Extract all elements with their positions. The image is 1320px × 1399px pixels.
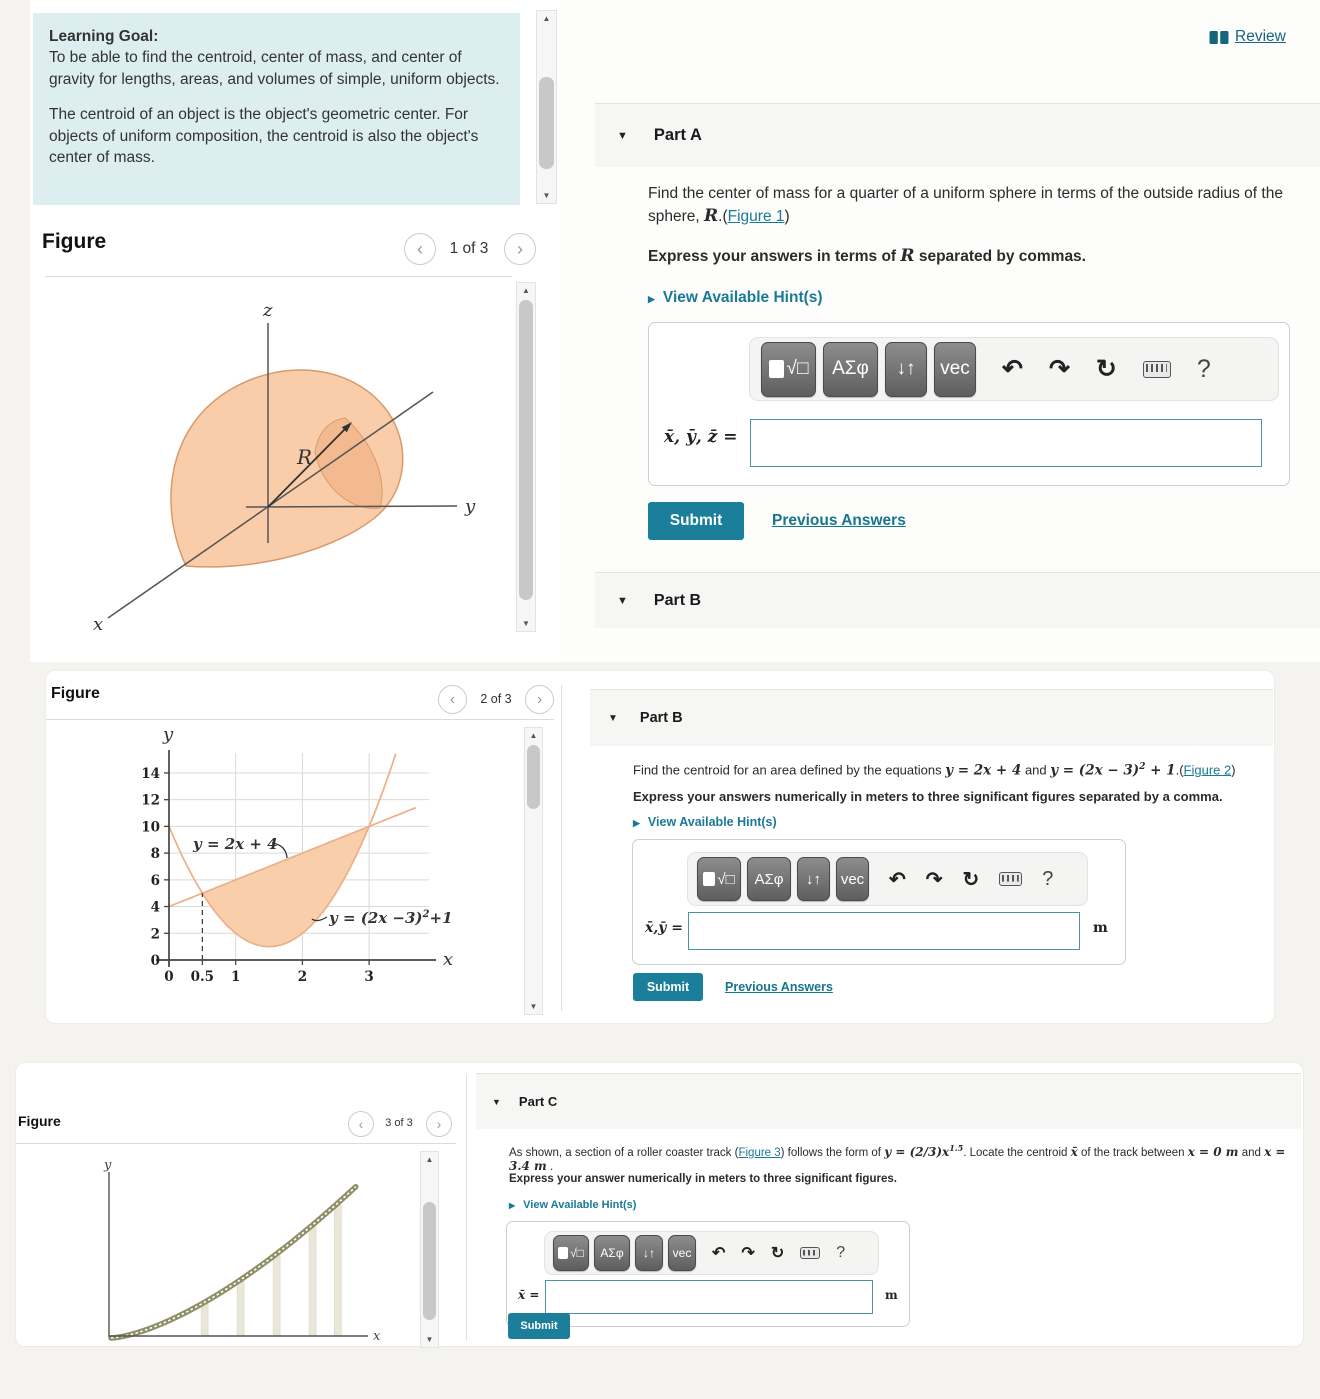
figure3-nav-count: 3 of 3 [385, 1117, 413, 1129]
learning-goal-p2: The centroid of an object is the object's geometric center. For objects of uniform composition, the centroid is also the object's center of mass. [49, 106, 479, 166]
hint-arrow-icon: ▶ [648, 294, 655, 304]
figure2-nav-count: 2 of 3 [480, 692, 512, 706]
scrollbar-thumb[interactable] [423, 1202, 436, 1320]
updown-button[interactable]: ↓↑ [797, 857, 830, 901]
partA-question-text: Find the center of mass for a quarter of a uniform sphere in terms of the outside radius of the sphere, [648, 185, 1283, 225]
partC-section [15, 1062, 1304, 1347]
template-square-icon [703, 872, 715, 886]
learning-goal-p1: To be able to find the centroid, center of mass, and center of gravity for lengths, areas, and volumes of simple, uniform objects. [49, 49, 500, 88]
book-icon [1209, 30, 1229, 45]
svg-text:y: y [104, 1158, 112, 1173]
scrollbar-thumb[interactable] [519, 300, 533, 600]
figure3-next-button[interactable]: › [426, 1111, 452, 1137]
partC-q4: of the track between [1077, 1146, 1188, 1159]
partB-eq2-tail: + 1 [1145, 762, 1176, 779]
learning-goal-box [33, 13, 520, 205]
partB-hints-label[interactable]: View Available Hint(s) [647, 815, 777, 829]
redo-icon[interactable]: ↷ [1048, 355, 1070, 383]
partC-instruction: Express your answer numerically in meters to three significant figures. [509, 1173, 897, 1185]
left-panel-scrollbar[interactable] [536, 10, 557, 204]
partB-eq1: y = 2x + 4 [945, 762, 1022, 779]
scroll-down-icon[interactable]: ▼ [425, 1335, 434, 1344]
top-section [30, 0, 1320, 662]
svg-text:6: 6 [150, 872, 160, 889]
partB-previous-answers-link[interactable]: Previous Answers [725, 980, 833, 994]
scrollbar-thumb[interactable] [527, 745, 540, 809]
svg-text:10: 10 [141, 819, 160, 836]
math-toolbar [544, 1231, 879, 1275]
partC-unit-label: m [885, 1288, 898, 1302]
scrollbar-thumb[interactable] [539, 77, 554, 169]
partC-eq3: x = 3.4 m [509, 1144, 1286, 1173]
y-axis [246, 506, 457, 507]
template-square-icon [558, 1247, 568, 1259]
svg-text:0: 0 [164, 969, 174, 985]
figure1-link[interactable]: Figure 1 [727, 207, 785, 225]
partC-header[interactable] [476, 1073, 1301, 1129]
figure2-heading: Figure [51, 685, 100, 702]
x-axis-label: x [93, 614, 104, 632]
svg-text:y = 2x + 4: y = 2x + 4 [193, 835, 278, 853]
partC-header-label: Part C [518, 1094, 558, 1109]
figure3-link[interactable]: Figure 3 [738, 1146, 781, 1159]
partB-answer-input[interactable] [688, 912, 1080, 950]
svg-text:0.5: 0.5 [190, 969, 215, 985]
partB-hints-link[interactable] [633, 815, 777, 829]
keyboard-icon[interactable] [999, 872, 1022, 886]
figure3-scrollbar[interactable] [420, 1151, 439, 1348]
svg-text:x: x [443, 949, 454, 970]
partA-answer-box [648, 322, 1290, 486]
keyboard-icon[interactable] [1143, 361, 1171, 378]
svg-text:y = (2x −3)2+1: $y = (2x -3)^2+1$ [329, 909, 453, 927]
greek-symbols-button[interactable]: ΑΣφ [823, 342, 878, 397]
partC-q6: . [546, 1160, 554, 1173]
partA-answer-input[interactable] [750, 419, 1262, 467]
svg-text:y: y [163, 724, 174, 745]
partA-var-R: R [704, 205, 719, 226]
vector-button[interactable]: vec [934, 342, 976, 397]
partC-answer-label: x̄ = [518, 1288, 540, 1302]
partA-submit-button[interactable]: Submit [648, 502, 744, 540]
scroll-down-icon[interactable]: ▼ [522, 619, 530, 628]
collapse-icon[interactable]: ▼ [617, 594, 628, 607]
undo-icon[interactable]: ↶ [889, 868, 906, 891]
partC-q1: As shown, a section of a roller coaster track ( [509, 1146, 739, 1159]
partB-question [633, 761, 1263, 778]
keyboard-icon[interactable] [800, 1247, 820, 1259]
root-icon: √□ [786, 358, 809, 379]
partB-q-after: .( [1175, 762, 1184, 778]
figure2-scrollbar[interactable] [524, 727, 543, 1015]
collapse-icon[interactable]: ▼ [617, 129, 628, 142]
partA-bold-var: R [900, 246, 915, 266]
partB-eq2-base: y = (2x − 3) [1050, 762, 1140, 779]
radius-label: R [297, 445, 313, 469]
partC-answer-box [506, 1221, 910, 1327]
updown-button[interactable]: ↓↑ [885, 342, 927, 397]
partA-hints-link[interactable] [648, 289, 823, 307]
scroll-up-icon[interactable]: ▲ [529, 731, 538, 740]
partC-submit-button[interactable]: Submit [508, 1313, 570, 1339]
partA-answer-label: x̄, ȳ, z̄ = [664, 427, 738, 447]
partB-submit-button[interactable]: Submit [633, 973, 703, 1001]
figure3-rollercoaster-chart [81, 1158, 381, 1346]
partC-answer-input[interactable] [545, 1280, 873, 1314]
partB-eq2-sup: 2 [1139, 761, 1146, 772]
z-axis-label: z [263, 300, 273, 321]
learning-goal-title: Learning Goal: [49, 28, 159, 45]
reset-icon[interactable]: ↻ [962, 868, 980, 891]
figure3-heading: Figure [18, 1113, 61, 1129]
figure3-prev-button[interactable]: ‹ [348, 1111, 374, 1137]
partB-header[interactable] [590, 689, 1273, 746]
figure1-scrollbar[interactable] [516, 282, 536, 632]
math-toolbar [687, 852, 1088, 906]
figure2-prev-button[interactable]: ‹ [438, 685, 467, 714]
reset-icon[interactable]: ↻ [770, 1245, 785, 1262]
partC-q2: ) follows the form of [780, 1146, 885, 1159]
partA-header-label: Part A [653, 126, 702, 144]
equation-template-button[interactable] [553, 1235, 589, 1271]
partC-hints-link[interactable] [509, 1199, 636, 1211]
partA-q-after: .( [718, 207, 728, 225]
y-axis-label: y [465, 496, 476, 517]
vector-button[interactable]: vec [668, 1235, 696, 1271]
figure2-link[interactable]: Figure 2 [1183, 762, 1232, 778]
equation-template-button[interactable] [761, 342, 816, 397]
svg-text:12: 12 [141, 792, 160, 809]
equation-template-button[interactable] [697, 857, 741, 901]
hint-arrow-icon: ▶ [633, 818, 640, 828]
svg-text:8: 8 [150, 846, 160, 863]
figure1-next-button[interactable]: › [504, 233, 536, 265]
partC-eq-base: y = (2/3)x [884, 1144, 950, 1159]
svg-text:4: 4 [150, 899, 160, 916]
greek-symbols-button[interactable]: ΑΣφ [747, 857, 791, 901]
partC-centroid-var: x̄ [1070, 1144, 1078, 1159]
collapse-icon[interactable]: ▼ [492, 1096, 501, 1107]
svg-text:3: 3 [364, 969, 374, 985]
partB-collapsed-header[interactable] [595, 572, 1320, 628]
partA-question [648, 183, 1293, 228]
root-icon: √□ [570, 1246, 584, 1260]
partC-question [509, 1143, 1309, 1173]
figure1-quarter-sphere [45, 280, 515, 632]
partC-eq-sup: 1.5 [949, 1143, 964, 1153]
hint-arrow-icon: ▶ [509, 1201, 516, 1210]
partC-q5: and [1238, 1146, 1265, 1159]
partB-instruction: Express your answers numerically in meters to three significant figures separated by a comma. [633, 789, 1223, 804]
collapse-icon[interactable]: ▼ [608, 712, 618, 724]
help-icon[interactable]: ? [1196, 354, 1211, 383]
partB-section [45, 670, 1275, 1024]
undo-icon[interactable]: ↶ [712, 1245, 726, 1262]
scroll-down-icon[interactable]: ▼ [542, 191, 551, 200]
partB-q-close: ) [1231, 762, 1236, 778]
math-toolbar [749, 337, 1279, 401]
partB-answer-box [632, 839, 1126, 965]
root-icon: √□ [717, 870, 735, 888]
greek-symbols-button[interactable]: ΑΣφ [594, 1235, 630, 1271]
svg-text:2: 2 [297, 969, 308, 985]
partB-q1: Find the centroid for an area defined by the equations [633, 762, 946, 778]
partA-instruction [648, 246, 1086, 266]
review-link[interactable] [1209, 28, 1286, 46]
reset-icon[interactable]: ↻ [1095, 355, 1117, 383]
partB-unit-label: m [1093, 920, 1108, 936]
scroll-down-icon[interactable]: ▼ [529, 1002, 538, 1011]
scroll-up-icon[interactable]: ▲ [542, 14, 551, 23]
svg-text:14: 14 [141, 765, 160, 782]
figure1-nav-count: 1 of 3 [449, 240, 489, 257]
partA-bold1: Express your answers in terms of [648, 248, 901, 265]
partA-header[interactable] [595, 103, 1320, 167]
partA-previous-answers-link[interactable]: Previous Answers [772, 512, 906, 529]
svg-text:2: 2 [150, 926, 160, 943]
help-icon[interactable]: ? [836, 1244, 846, 1261]
redo-icon[interactable]: ↷ [925, 868, 943, 891]
partB-answer-label: x̄,ȳ = [645, 920, 683, 936]
template-square-icon [769, 360, 784, 378]
figure2-next-button[interactable]: › [525, 685, 554, 714]
partB-header-label: Part B [639, 710, 683, 726]
scroll-up-icon[interactable]: ▲ [522, 286, 530, 295]
question-pane [560, 0, 1320, 662]
undo-icon[interactable]: ↶ [1002, 355, 1023, 383]
partA-bold2: separated by commas. [914, 248, 1086, 265]
svg-text:1: 1 [230, 969, 241, 985]
review-label[interactable]: Review [1235, 28, 1286, 45]
help-icon[interactable]: ? [1042, 867, 1054, 890]
partB-collapsed-label: Part B [653, 591, 702, 609]
partA-hints-label[interactable]: View Available Hint(s) [662, 289, 823, 306]
redo-icon[interactable]: ↷ [741, 1245, 755, 1262]
figure1-heading: Figure [42, 230, 107, 253]
partB-and: and [1021, 762, 1051, 778]
svg-text:0: 0 [150, 953, 160, 969]
partC-hints-label[interactable]: View Available Hint(s) [523, 1199, 637, 1211]
updown-button[interactable]: ↓↑ [635, 1235, 663, 1271]
figure1-prev-button[interactable]: ‹ [404, 233, 436, 265]
vector-button[interactable]: vec [836, 857, 869, 901]
scroll-up-icon[interactable]: ▲ [425, 1155, 434, 1164]
svg-text:x: x [373, 1329, 381, 1344]
figure2-area-chart [84, 723, 534, 1019]
partC-eq2: x = 0 m [1187, 1144, 1239, 1159]
partC-q3: . Locate the centroid [963, 1146, 1071, 1159]
partA-q-close: ) [784, 207, 790, 225]
